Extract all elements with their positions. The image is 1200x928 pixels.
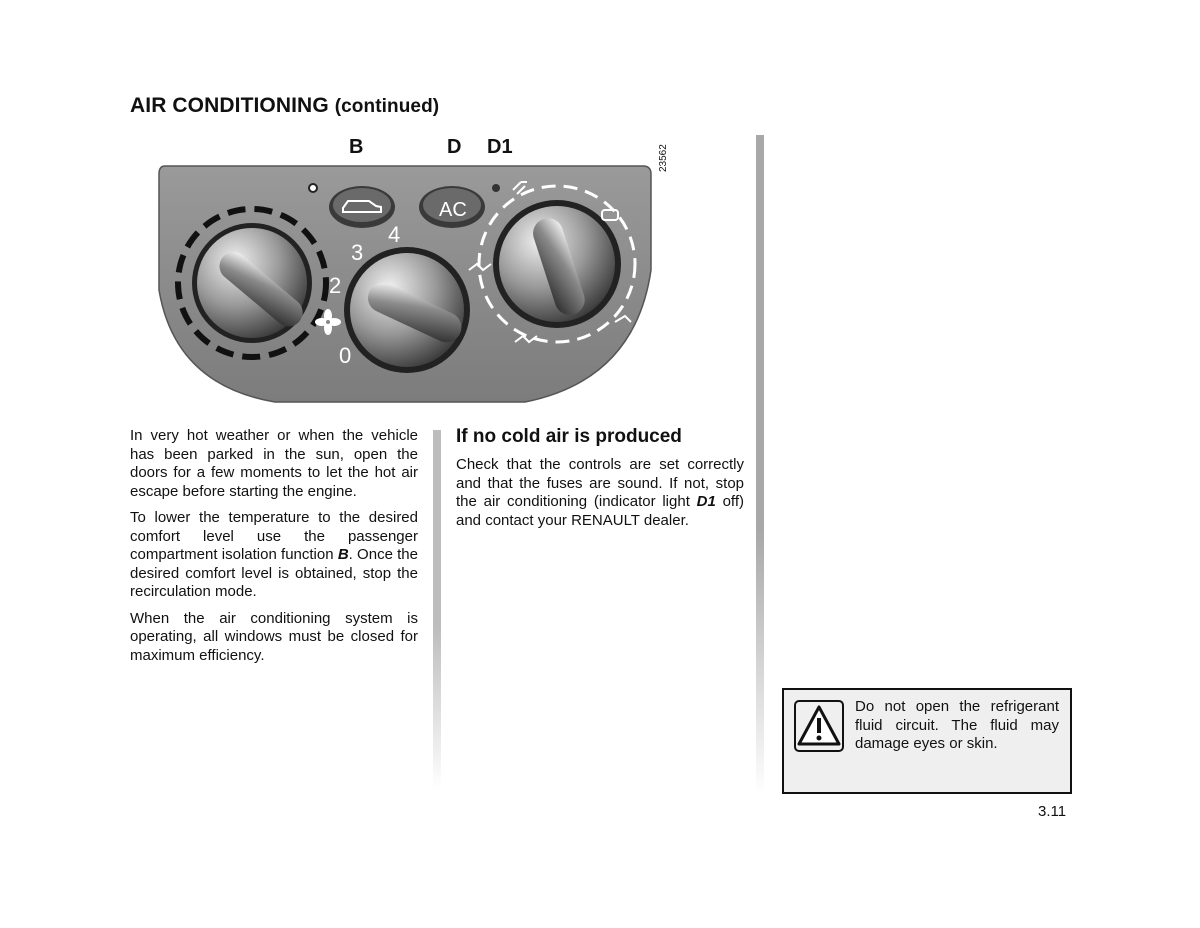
- column-2: [456, 456, 744, 538]
- paragraph-4-ref-d1: D1: [696, 493, 716, 510]
- paragraph-4-text-a: Check that the controls are set correctly and that the fuses are sound. If not, stop the air conditioning (indicator light: [456, 456, 744, 510]
- label-d1: D1: [487, 136, 513, 158]
- paragraph-3: When the air conditioning system is operating, all windows must be closed for maximum efficiency.: [130, 609, 418, 664]
- control-panel-drawing: [155, 130, 685, 410]
- paragraph-2-ref-b: B: [337, 546, 349, 563]
- label-b: B: [349, 136, 364, 158]
- column-1: [130, 427, 418, 673]
- fan-speed-knob[interactable]: [344, 247, 470, 373]
- ac-indicator-light: [492, 184, 500, 192]
- warning-box: [782, 688, 1072, 794]
- title-main: AIR CONDITIONING: [130, 94, 329, 117]
- recirculation-button[interactable]: [329, 186, 395, 228]
- paragraph-2: [130, 509, 418, 602]
- warning-triangle-icon: [794, 700, 844, 752]
- paragraph-2-text-a: To lower the temperature to the desired comfort level use the passenger compartment isolation function: [130, 509, 418, 563]
- page-title: [130, 94, 439, 118]
- title-continued: (continued): [334, 96, 440, 117]
- page-number: 3.11: [1038, 803, 1067, 820]
- page-divider: [756, 135, 764, 795]
- label-d: D: [447, 136, 462, 158]
- control-panel-figure: [155, 130, 685, 410]
- section-heading: If no cold air is produced: [456, 426, 682, 447]
- figure-code: 23562: [658, 144, 669, 172]
- paragraph-2-text-c: . Once the desired comfort level is obtained, stop the recirculation mode.: [130, 546, 418, 600]
- column-divider: [433, 430, 441, 790]
- indicator-dot: [309, 184, 317, 192]
- warning-text: Do not open the refrigerant fluid circuit. The fluid may damage eyes or skin.: [855, 698, 1059, 752]
- paragraph-4-text-c: off) and contact your RENAULT dealer.: [456, 493, 744, 529]
- ac-button-label: AC: [439, 199, 467, 221]
- fan-speed-2: 2: [329, 273, 342, 298]
- fan-speed-4: 4: [388, 222, 401, 247]
- paragraph-1: In very hot weather or when the vehicle has been parked in the sun, open the doors for a few moments to let the hot air escape before starting the engine.: [130, 427, 418, 500]
- temperature-knob[interactable]: [192, 223, 312, 343]
- fan-speed-3: 3: [351, 240, 364, 265]
- paragraph-4: [456, 456, 744, 530]
- fan-speed-0: 0: [339, 343, 352, 368]
